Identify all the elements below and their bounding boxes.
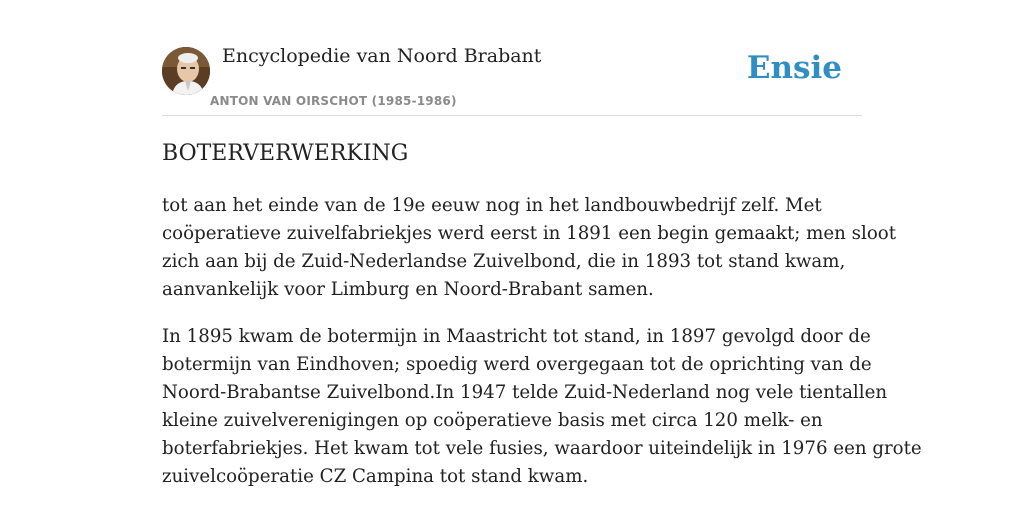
- paragraph-line: botermijn van Eindhoven; spoedig werd overgegaan tot de oprichting van de: [162, 354, 872, 375]
- paragraph-line: boterfabriekjes. Het kwam tot vele fusies, waardoor uiteindelijk in 1976 een grote: [162, 438, 922, 459]
- paragraph-line: Noord-Brabantse Zuivelbond.In 1947 telde Zuid-Nederland nog vele tientallen: [162, 382, 888, 403]
- article-page: [162, 0, 922, 512]
- article-paragraph: [162, 192, 897, 304]
- paragraph-line: zuivelcoöperatie CZ Campina tot stand kwam.: [162, 466, 589, 487]
- author-portrait-icon: [162, 47, 210, 95]
- entry-title: BOTERVERWERKING: [162, 141, 409, 166]
- header-divider: [162, 115, 862, 116]
- paragraph-line: aanvankelijk voor Limburg en Noord-Brabant samen.: [162, 279, 654, 300]
- ensie-logo[interactable]: Ensie: [746, 50, 842, 86]
- author-avatar[interactable]: [162, 47, 210, 95]
- paragraph-line: coöperatieve zuivelfabriekjes werd eerst in 1891 een begin gemaakt; men sloot: [162, 223, 897, 244]
- paragraph-line: zich aan bij de Zuid-Nederlandse Zuivelbond, die in 1893 tot stand kwam,: [162, 251, 846, 272]
- article-paragraph: [162, 323, 922, 491]
- paragraph-line: tot aan het einde van de 19e eeuw nog in het landbouwbedrijf zelf. Met: [162, 195, 822, 216]
- encyclopedia-title[interactable]: Encyclopedie van Noord Brabant: [222, 45, 542, 67]
- paragraph-line: kleine zuivelverenigingen op coöperatieve basis met circa 120 melk- en: [162, 410, 823, 431]
- author-name[interactable]: ANTON VAN OIRSCHOT (1985-1986): [210, 94, 457, 108]
- paragraph-line: In 1895 kwam de botermijn in Maastricht tot stand, in 1897 gevolgd door de: [162, 326, 871, 347]
